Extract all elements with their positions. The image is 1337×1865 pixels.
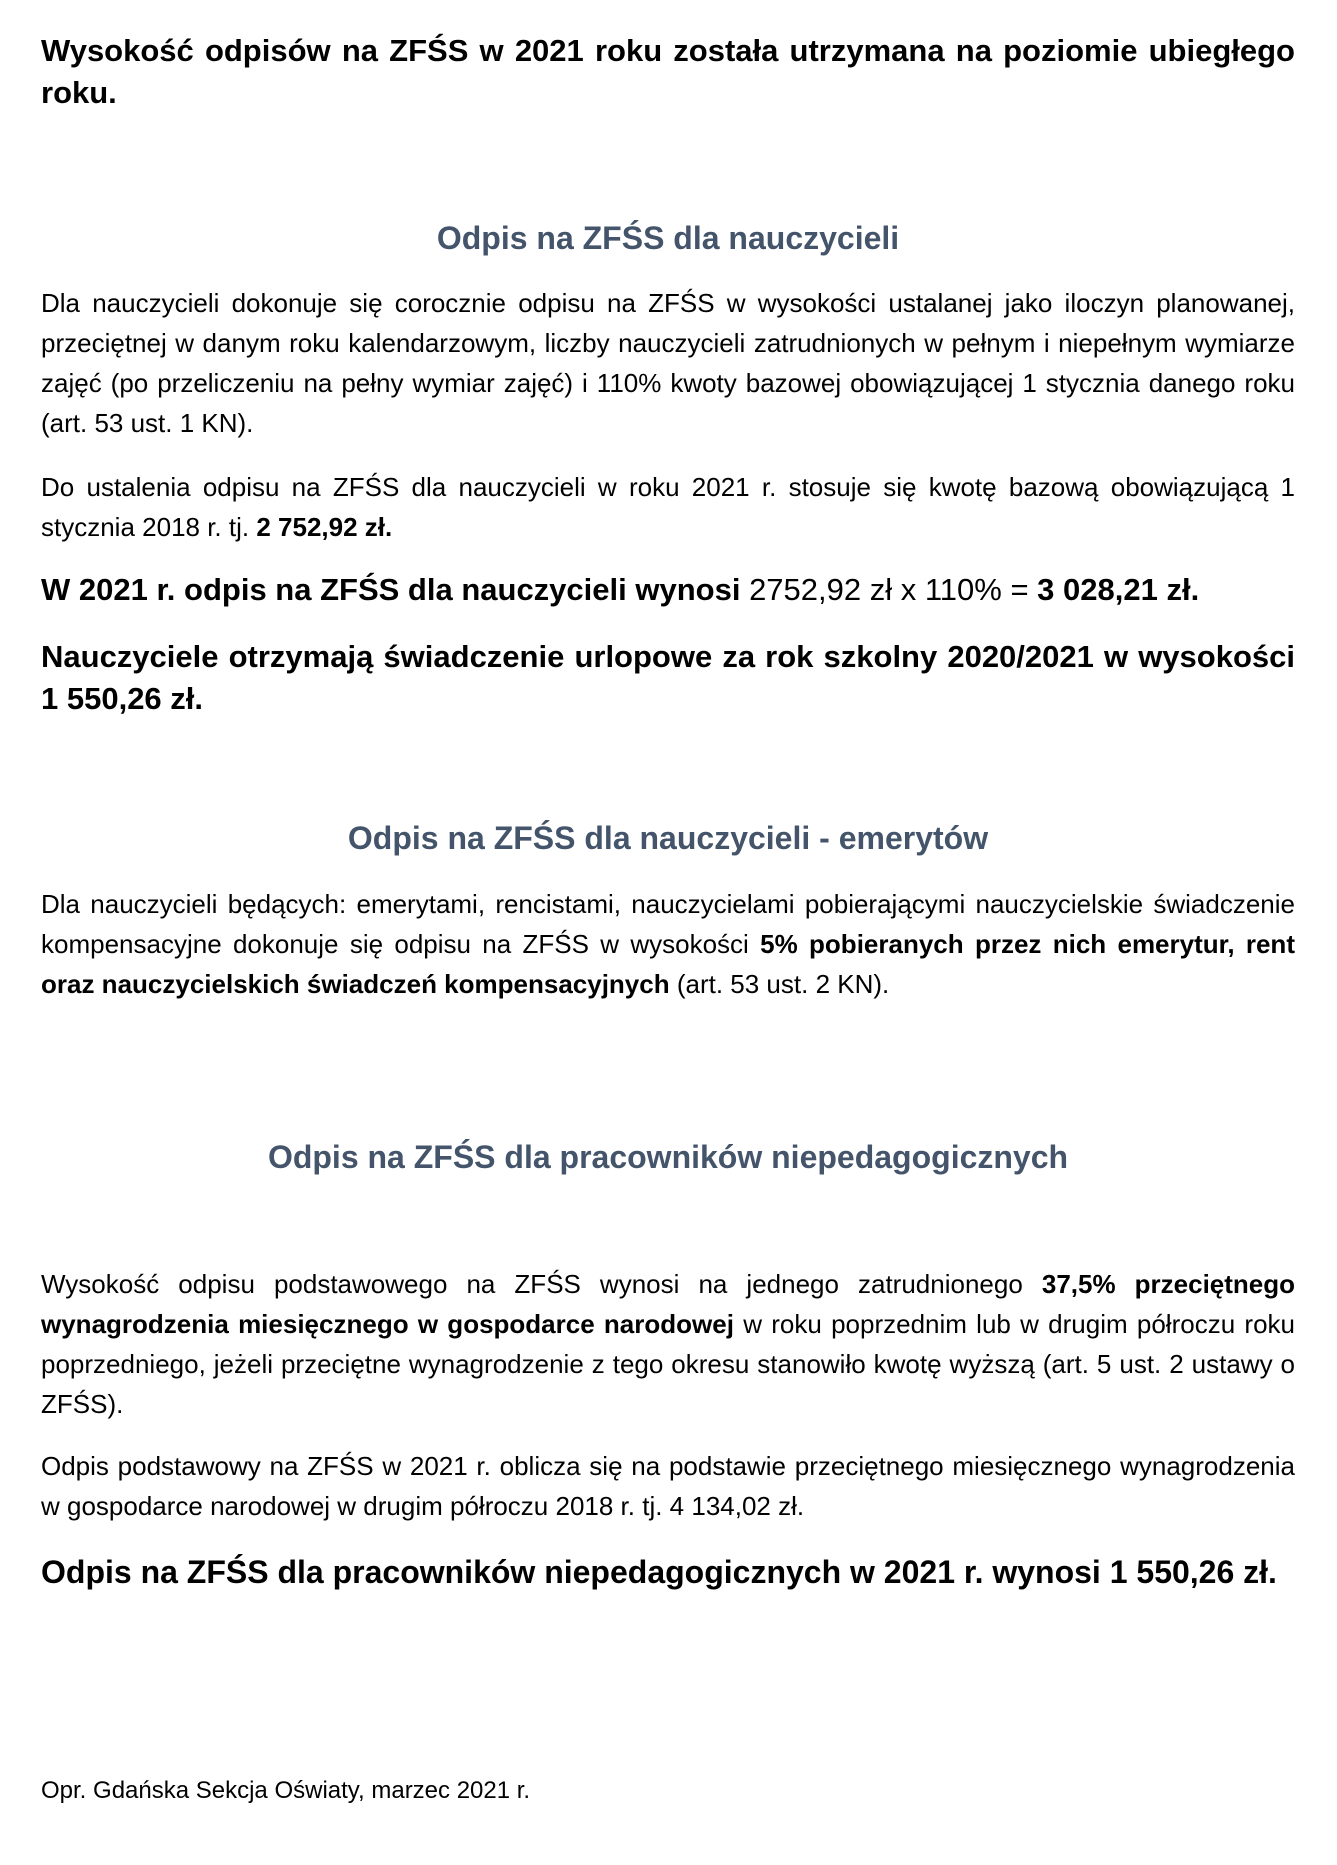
- nonteaching-rule-paragraph: [41, 1264, 1295, 1424]
- teachers-rule-paragraph: Dla nauczycieli dokonuje się corocznie odpisu na ZFŚS w wysokości ustalanej jako iloczyn planowanej, przeciętnej w danym roku kalendarzowym, liczby nauczycieli zatrudnionych w pełnym i niepełnym wymiarze zajęć (po przeliczeniu na pełny wymiar zajęć) i 110% kwoty bazowej obowiązującej 1 stycznia danego roku (art. 53 ust. 1 KN).: [41, 288, 1295, 438]
- nonteaching-rule-text: Wysokość odpisu podstawowego na ZFŚS wynosi na jednego zatrudnionego: [41, 1269, 1023, 1299]
- teachers-calculation: [41, 568, 1295, 612]
- nonteaching-result: Odpis na ZFŚS dla pracowników niepedagogicznych w 2021 r. wynosi 1 550,26 zł.: [41, 1554, 1277, 1590]
- section-heading-retirees: Odpis na ZFŚS dla nauczycieli - emerytów: [347, 820, 989, 856]
- retirees-reference: (art. 53 ust. 2 KN).: [676, 969, 890, 999]
- intro-statement: Wysokość odpisów na ZFŚS w 2021 roku została utrzymana na poziomie ubiegłego roku.: [41, 33, 1295, 110]
- teachers-vacation-benefit: Nauczyciele otrzymają świadczenie urlopowe za rok szkolny 2020/2021 w wysokości 1 550,26 zł.: [41, 639, 1295, 716]
- teachers-base-text: Do ustalenia odpisu na ZFŚS dla nauczycieli w roku 2021 r. stosuje się kwotę bazową obowiązującą 1 stycznia 2018 r. tj.: [41, 472, 1295, 542]
- teachers-calc-label: W 2021 r. odpis na ZFŚS dla nauczycieli wynosi: [41, 572, 741, 607]
- footer-author: Opr. Gdańska Sekcja Oświaty, marzec 2021 r.: [41, 1777, 531, 1804]
- teachers-base-amount: 2 752,92 zł.: [256, 512, 393, 542]
- retirees-paragraph: [41, 884, 1295, 1004]
- teachers-base-amount-paragraph: [41, 467, 1295, 547]
- nonteaching-rule-rest: w roku poprzednim lub w drugim półroczu roku poprzedniego, jeżeli przeciętne wynagrodzenie z tego okresu stanowiło kwotę wyższą (art. 5 ust. 2 ustawy o ZFŚS).: [41, 1309, 1295, 1419]
- nonteaching-base-paragraph: Odpis podstawowy na ZFŚS w 2021 r. oblicza się na podstawie przeciętnego miesięcznego wynagrodzenia w gospodarce narodowej w drugim półroczu 2018 r. tj. 4 134,02 zł.: [41, 1451, 1295, 1521]
- retirees-text: Dla nauczycieli będących: emerytami, rencistami, nauczycielami pobierającymi nauczycielskie świadczenie kompensacyjne dokonuje się odpisu na ZFŚS w wysokości: [41, 889, 1295, 959]
- nonteaching-rate: 37,5% przeciętnego wynagrodzenia miesięcznego w gospodarce narodowej: [41, 1269, 1296, 1339]
- teachers-calc-formula: 2752,92 zł x 110% =: [749, 572, 1029, 607]
- retirees-rate: 5% pobieranych przez nich emerytur, rent oraz nauczycielskich świadczeń kompensacyjnych: [41, 929, 1295, 999]
- section-heading-teachers: Odpis na ZFŚS dla nauczycieli: [436, 220, 900, 256]
- teachers-calc-result: 3 028,21 zł.: [1037, 572, 1200, 607]
- section-heading-nonteaching: Odpis na ZFŚS dla pracowników niepedagogicznych: [267, 1139, 1069, 1175]
